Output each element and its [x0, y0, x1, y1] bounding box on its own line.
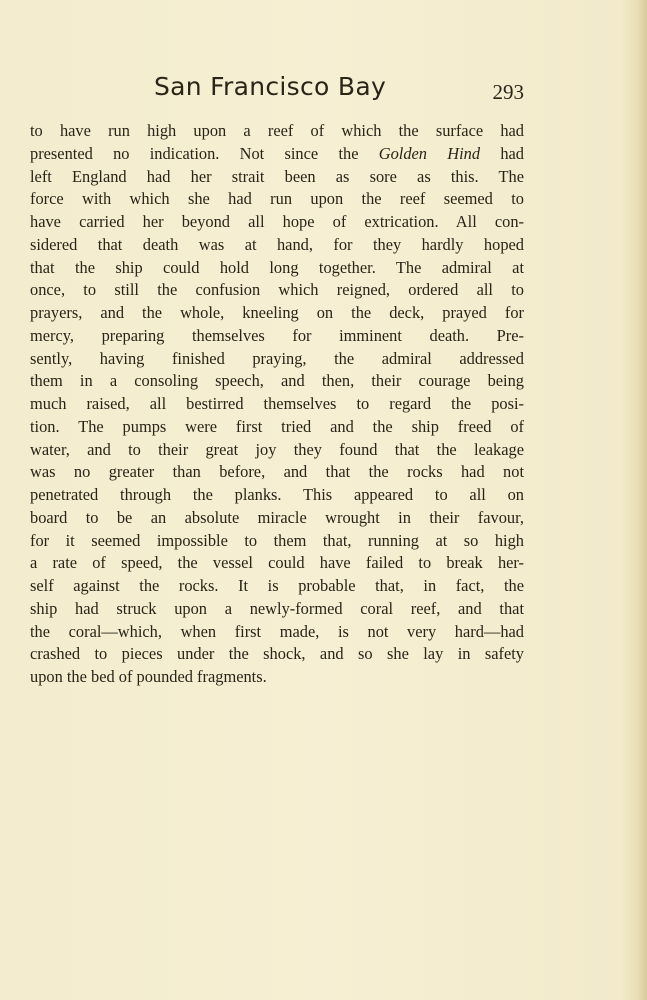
text-line: [30, 621, 524, 644]
text-segment: sently, having finished praying, the admiral addressed: [30, 348, 524, 368]
text-line: [30, 598, 524, 621]
text-line: [30, 257, 524, 280]
text-line: [30, 348, 524, 371]
text-line: [30, 666, 524, 689]
text-segment: ship had struck upon a newly-formed coral reef, and that: [30, 598, 524, 618]
text-segment: much raised, all bestirred themselves to regard the posi-: [30, 394, 524, 413]
text-line: [30, 370, 524, 393]
text-line: [30, 416, 524, 439]
text-segment: that the ship could hold long together. The admiral at: [30, 257, 524, 277]
text-line: [30, 530, 524, 553]
text-segment: tion. The pumps were first tried and the ship freed of: [30, 416, 524, 436]
page-number: 293: [492, 80, 524, 104]
text-segment: board to be an absolute miracle wrought in their favour,: [30, 507, 524, 527]
running-title: San Francisco Bay: [154, 72, 387, 101]
text-segment: have carried her beyond all hope of extrication. All con-: [30, 212, 524, 231]
text-segment: force with which she had run upon the reef seemed to: [30, 189, 524, 209]
text-line: [30, 461, 524, 484]
text-line: [30, 575, 524, 598]
text-line: [30, 234, 524, 257]
text-segment: once, to still the confusion which reigned, ordered all to: [30, 280, 524, 300]
text-segment: presented no indication. Not since the: [30, 143, 379, 163]
body-text: [30, 120, 524, 689]
text-segment: water, and to their great joy they found that the leakage: [30, 439, 524, 459]
text-line: [30, 552, 524, 575]
text-segment: for it seemed impossible to them that, running at so high: [30, 530, 524, 550]
text-line: [30, 143, 524, 166]
italic-ship-name: Golden Hind: [378, 143, 481, 163]
text-segment: left England had her strait been as sore as this. The: [30, 166, 524, 186]
text-segment: mercy, preparing themselves for imminent death. Pre-: [30, 325, 524, 345]
text-line: [30, 393, 524, 416]
text-segment: the coral—which, when first made, is not very hard—had: [30, 621, 524, 641]
text-line: [30, 120, 524, 143]
text-line: [30, 211, 524, 234]
text-segment: had: [480, 143, 524, 163]
text-line: [30, 188, 524, 211]
text-line: [30, 279, 524, 302]
text-segment: crashed to pieces under the shock, and so she lay in safety: [30, 644, 524, 664]
text-segment: prayers, and the whole, kneeling on the deck, prayed for: [30, 303, 524, 322]
text-segment: them in a consoling speech, and then, their courage being: [30, 371, 524, 391]
text-segment: was no greater than before, and that the rocks had not: [30, 462, 524, 482]
text-line: [30, 439, 524, 462]
text-line: [30, 643, 524, 666]
page-header: [30, 72, 524, 112]
text-segment: upon the bed of pounded fragments.: [30, 667, 267, 686]
text-segment: to have run high upon a reef of which the surface had: [30, 121, 524, 140]
text-line: [30, 302, 524, 325]
text-segment: self against the rocks. It is probable that, in fact, the: [30, 576, 524, 595]
text-line: [30, 507, 524, 530]
text-line: [30, 325, 524, 348]
text-segment: penetrated through the planks. This appeared to all on: [30, 485, 524, 504]
text-segment: a rate of speed, the vessel could have failed to break her-: [30, 553, 524, 573]
text-line: [30, 166, 524, 189]
text-line: [30, 484, 524, 507]
text-segment: sidered that death was at hand, for they hardly hoped: [30, 234, 524, 254]
